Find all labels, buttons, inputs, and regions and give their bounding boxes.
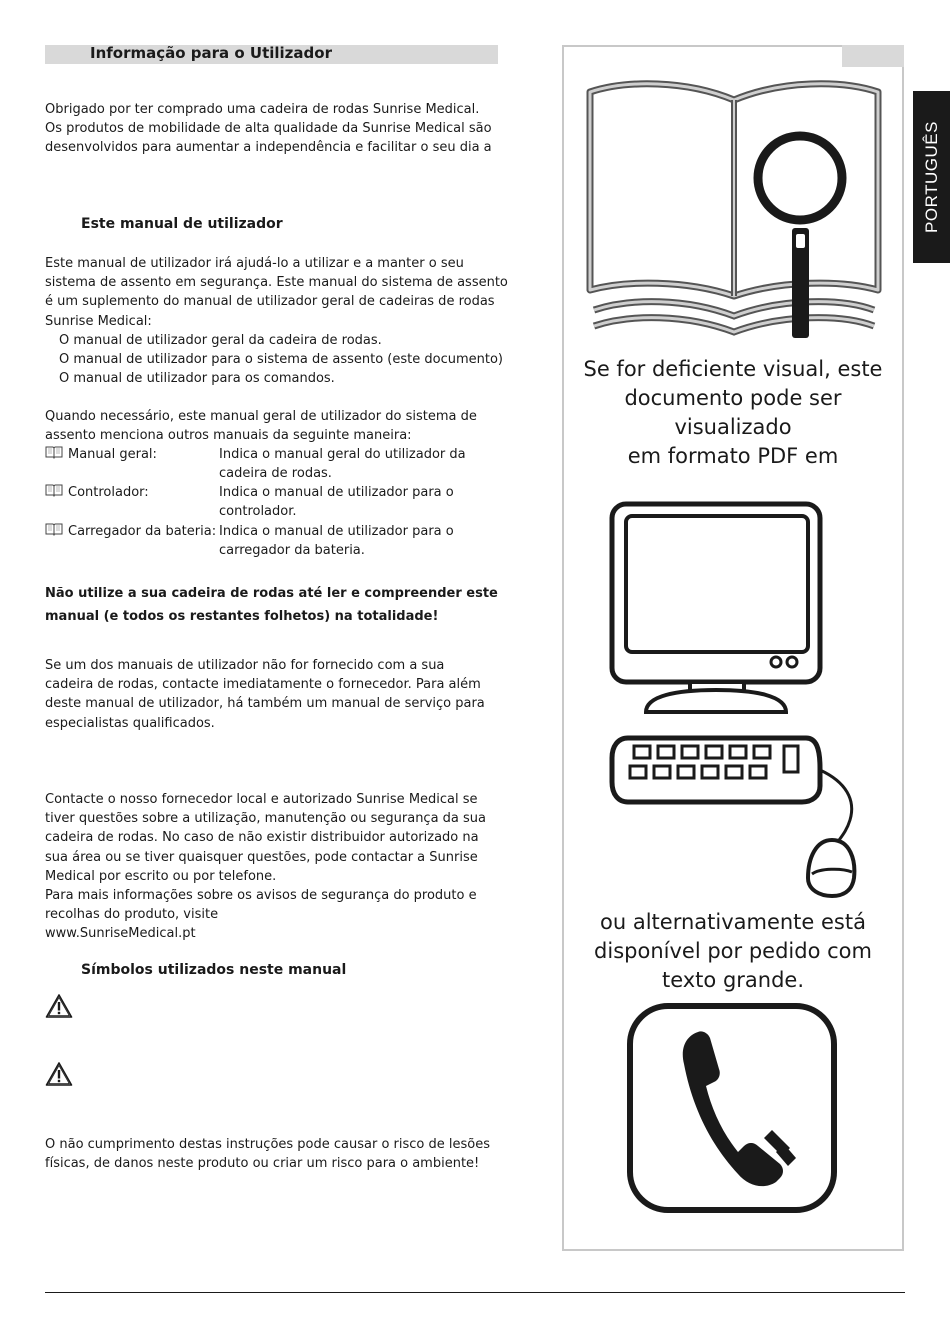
- reference-description: [219, 522, 479, 560]
- text-line: Este manual de utilizador irá ajudá-lo a utilizar e a manter o seu: [45, 256, 464, 271]
- text-line: Contacte o nosso fornecedor local e autorizado Sunrise Medical se: [45, 792, 478, 807]
- text-line: Para mais informações sobre os avisos de segurança do produto e: [45, 888, 477, 904]
- text-line: recolhas do produto, visite: [45, 907, 219, 923]
- text-line: texto grande.: [661, 968, 805, 992]
- read-manual-warning: [45, 582, 498, 628]
- telephone-icon: [626, 1002, 838, 1218]
- text-line: Sunrise Medical:: [45, 313, 152, 329]
- book-magnifier-icon: [586, 60, 882, 346]
- website-link[interactable]: www.SunriseMedical.pt: [45, 926, 196, 942]
- text-line: especialistas qualificados.: [45, 715, 215, 731]
- text-line: Se um dos manuais de utilizador não for fornecido com a sua: [45, 658, 445, 673]
- references-intro: [45, 407, 477, 445]
- text-line: ou alternativamente está: [600, 910, 866, 934]
- text-line: cadeira de rodas. No caso de não existir distribuidor autorizado na: [45, 830, 479, 846]
- book-icon: [45, 522, 63, 542]
- reference-description: [219, 445, 479, 483]
- text-line: disponível por pedido com: [594, 939, 872, 963]
- text-line: assento menciona outros manuais da seguinte maneira:: [45, 428, 412, 444]
- text-line: Os produtos de mobilidade de alta qualidade da Sunrise Medical são: [45, 121, 492, 137]
- reference-label: Carregador da bateria:: [68, 524, 217, 539]
- manual-section-paragraph: [45, 254, 508, 388]
- page-title: Informação para o Utilizador: [90, 44, 332, 62]
- warning-triangle-icon: [45, 993, 73, 1023]
- missing-manual-paragraph: [45, 656, 485, 733]
- sidebar-caption-large-text: [566, 908, 900, 995]
- footer-divider: [45, 1292, 905, 1293]
- text-line: Não utilize a sua cadeira de rodas até ler e compreender este: [45, 586, 498, 601]
- text-line: deste manual de utilizador, há também um manual de serviço para: [45, 696, 485, 712]
- text-line: Medical por escrito ou por telefone.: [45, 868, 277, 884]
- computer-icon: [606, 500, 862, 904]
- reference-label: Controlador:: [68, 485, 149, 500]
- text-line: sua área ou se tiver quaisquer questões, pode contactar a Sunrise: [45, 849, 478, 865]
- text-line: Se for deficiente visual, este: [583, 357, 883, 381]
- text-line: Obrigado por ter comprado uma cadeira de rodas Sunrise Medical.: [45, 102, 480, 117]
- text-line: Indica o manual de utilizador para o: [219, 524, 454, 539]
- text-line: desenvolvidos para aumentar a independência e facilitar o seu dia a: [45, 140, 492, 156]
- text-line: em formato PDF em: [627, 444, 839, 468]
- text-line: cadeira de rodas, contacte imediatamente o fornecedor. Para além: [45, 677, 481, 693]
- list-item: O manual de utilizador para o sistema de assento (este documento): [59, 352, 503, 368]
- text-line: cadeira de rodas.: [219, 466, 332, 482]
- text-line: Indica o manual de utilizador para o: [219, 485, 454, 500]
- text-line: físicas, de danos neste produto ou criar um risco para o ambiente!: [45, 1156, 480, 1172]
- text-line: carregador da bateria.: [219, 543, 365, 559]
- text-line: manual (e todos os restantes folhetos) na totalidade!: [45, 609, 439, 624]
- sidebar-caption-pdf: [566, 355, 900, 471]
- text-line: Indica o manual geral do utilizador da: [219, 447, 466, 462]
- reference-description: [219, 483, 479, 521]
- text-line: é um suplemento do manual de utilizador geral de cadeiras de rodas: [45, 294, 495, 310]
- language-label: PORTUGUÊS: [921, 121, 941, 233]
- book-icon: [45, 483, 63, 503]
- text-line: controlador.: [219, 504, 297, 520]
- manual-section-heading: Este manual de utilizador: [81, 216, 283, 232]
- text-line: sistema de assento em segurança. Este manual do sistema de assento: [45, 275, 508, 291]
- text-line: Quando necessário, este manual geral de utilizador do sistema de: [45, 409, 477, 424]
- intro-paragraph: [45, 100, 492, 158]
- text-line: tiver questões sobre a utilização, manutenção ou segurança da sua: [45, 811, 487, 827]
- list-item: O manual de utilizador geral da cadeira de rodas.: [59, 332, 382, 348]
- reference-label: Manual geral:: [68, 447, 157, 462]
- text-line: documento pode ser visualizado: [624, 386, 842, 439]
- consequence-paragraph: [45, 1135, 490, 1173]
- language-tab: [913, 91, 950, 263]
- warning-triangle-icon: [45, 1061, 73, 1091]
- contact-paragraph: [45, 790, 486, 944]
- list-item: O manual de utilizador para os comandos.: [59, 371, 335, 387]
- book-icon: [45, 445, 63, 465]
- text-line: O não cumprimento destas instruções pode causar o risco de lesões: [45, 1137, 490, 1152]
- symbols-heading: Símbolos utilizados neste manual: [81, 962, 347, 978]
